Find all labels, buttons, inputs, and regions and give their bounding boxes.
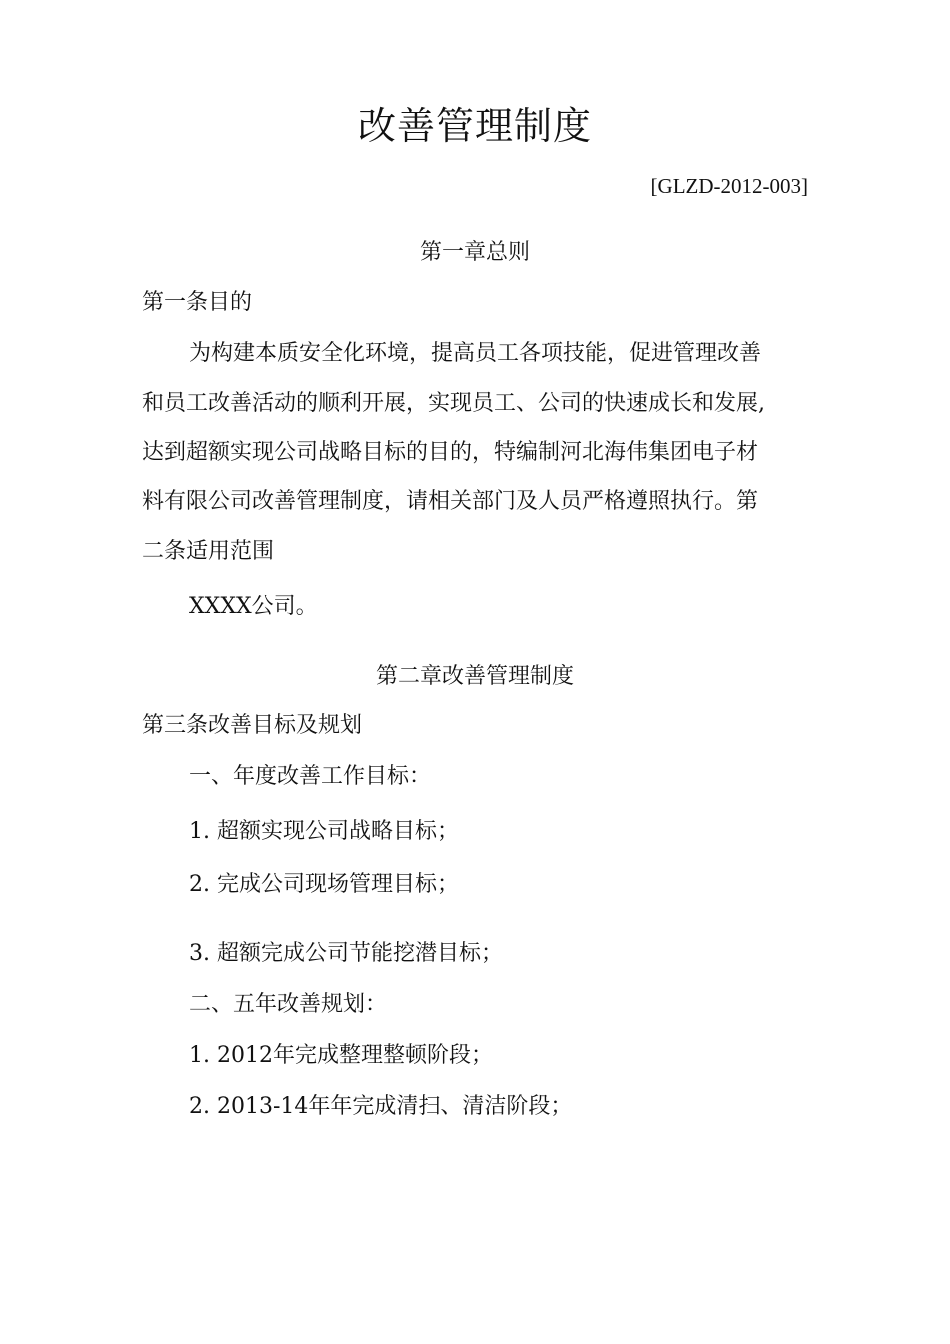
purpose-line-3: 达到超额实现公司战略目标的目的，特编制河北海伟集团电子材 — [142, 440, 759, 465]
purpose-line-5: 二条适用范围 — [142, 539, 275, 564]
five-year-plan-item-2: 2. 2013-14年年完成清扫、清洁阶段； — [189, 1094, 573, 1119]
purpose-line-2: 和员工改善活动的顺利开展，实现员工、公司的快速成长和发展, — [142, 391, 765, 416]
document-code: [GLZD-2012-003] — [650, 174, 808, 198]
five-year-plan-heading: 二、五年改善规划： — [189, 992, 388, 1017]
scope-text: XXXX公司。 — [189, 594, 318, 619]
annual-goals-heading: 一、年度改善工作目标： — [189, 764, 432, 789]
article-1-heading: 第一条目的 — [142, 290, 253, 315]
purpose-line-4: 料有限公司改善管理制度，请相关部门及人员严格遵照执行。第 — [142, 489, 759, 514]
five-year-plan-item-1: 1. 2012年完成整理整顿阶段； — [189, 1043, 493, 1068]
annual-goal-item-2: 2. 完成公司现场管理目标； — [189, 872, 459, 897]
chapter-2-heading: 第二章改善管理制度 — [375, 664, 574, 689]
purpose-line-1: 为构建本质安全化环境，提高员工各项技能，促进管理改善 — [189, 341, 762, 366]
annual-goal-item-1: 1. 超额实现公司战略目标； — [189, 819, 459, 844]
article-3-heading: 第三条改善目标及规划 — [142, 713, 363, 738]
chapter-1-heading: 第一章总则 — [419, 240, 530, 265]
document-title: 改善管理制度 — [357, 104, 592, 148]
annual-goal-item-3: 3. 超额完成公司节能挖潜目标； — [189, 941, 503, 966]
